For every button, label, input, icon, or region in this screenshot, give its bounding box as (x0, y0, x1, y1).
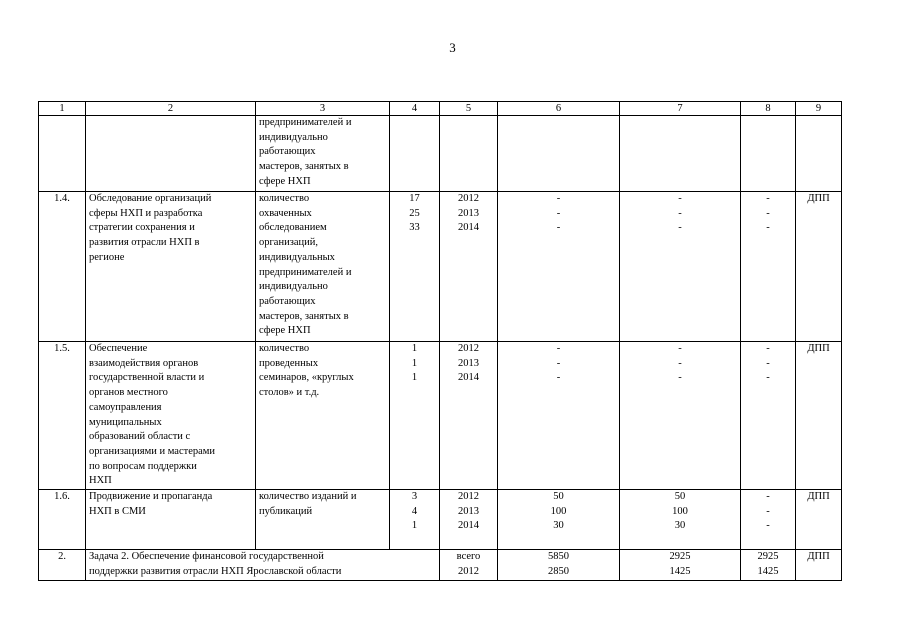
col6-cell: - - - (498, 342, 620, 490)
executor-cell: ДПП (796, 342, 842, 490)
header-cell: 2 (86, 102, 256, 116)
header-cell: 9 (796, 102, 842, 116)
header-cell: 6 (498, 102, 620, 116)
col6-cell (498, 116, 620, 192)
row-number-cell: 1.5. (39, 342, 86, 490)
row-number-cell: 1.6. (39, 490, 86, 550)
header-cell: 1 (39, 102, 86, 116)
task-title-cell: Задача 2. Обеспечение финансовой государственной поддержки развития отрасли НХП Ярославской области (86, 550, 440, 581)
activity-name-cell (86, 116, 256, 192)
year-cell: 2012 2013 2014 (440, 192, 498, 342)
table-row (39, 192, 842, 342)
col8-cell: - - - (741, 192, 796, 342)
page-number: 3 (449, 40, 456, 55)
quantity-cell: 1 1 1 (390, 342, 440, 490)
col6-cell: 5850 2850 (498, 550, 620, 581)
header-cell: 8 (741, 102, 796, 116)
quantity-cell: 3 4 1 (390, 490, 440, 550)
table-row (39, 342, 842, 490)
col8-cell (741, 116, 796, 192)
executor-cell: ДПП (796, 490, 842, 550)
col7-cell: - - - (620, 192, 741, 342)
header-cell: 4 (390, 102, 440, 116)
activity-name-cell: Обеспечение взаимодействия органов государственной власти и органов местного самоуправления муниципальных образований области с организациями и мастерами по вопросам поддержки НХП (86, 342, 256, 490)
executor-cell: ДПП (796, 192, 842, 342)
task-row (39, 550, 842, 581)
year-cell: 2012 2013 2014 (440, 490, 498, 550)
table-row (39, 116, 842, 192)
year-cell (440, 116, 498, 192)
header-cell: 3 (256, 102, 390, 116)
executor-cell: ДПП (796, 550, 842, 581)
row-number-cell: 2. (39, 550, 86, 581)
col8-cell: - - - (741, 490, 796, 550)
col8-cell: - - - (741, 342, 796, 490)
header-cell: 7 (620, 102, 741, 116)
program-table (38, 101, 842, 581)
quantity-cell: 17 25 33 (390, 192, 440, 342)
header-cell: 5 (440, 102, 498, 116)
col8-cell: 2925 1425 (741, 550, 796, 581)
activity-name-cell: Обследование организаций сферы НХП и разработка стратегии сохранения и развития отрасли НХП в регионе (86, 192, 256, 342)
col7-cell: 50 100 30 (620, 490, 741, 550)
table-row (39, 490, 842, 550)
col7-cell: 2925 1425 (620, 550, 741, 581)
activity-name-cell: Продвижение и пропаганда НХП в СМИ (86, 490, 256, 550)
col6-cell: - - - (498, 192, 620, 342)
quantity-cell (390, 116, 440, 192)
header-row (39, 102, 842, 116)
col7-cell: - - - (620, 342, 741, 490)
col7-cell (620, 116, 741, 192)
indicator-cell: количество охваченных обследованием организаций, индивидуальных предпринимателей и индивидуально работающих мастеров, занятых в сфере НХП (256, 192, 390, 342)
indicator-cell: количество изданий и публикаций (256, 490, 390, 550)
indicator-cell: предпринимателей и индивидуально работающих мастеров, занятых в сфере НХП (256, 116, 390, 192)
row-number-cell: 1.4. (39, 192, 86, 342)
col6-cell: 50 100 30 (498, 490, 620, 550)
row-number-cell (39, 116, 86, 192)
year-cell: 2012 2013 2014 (440, 342, 498, 490)
indicator-cell: количество проведенных семинаров, «круглых столов» и т.д. (256, 342, 390, 490)
year-cell: всего 2012 (440, 550, 498, 581)
executor-cell (796, 116, 842, 192)
